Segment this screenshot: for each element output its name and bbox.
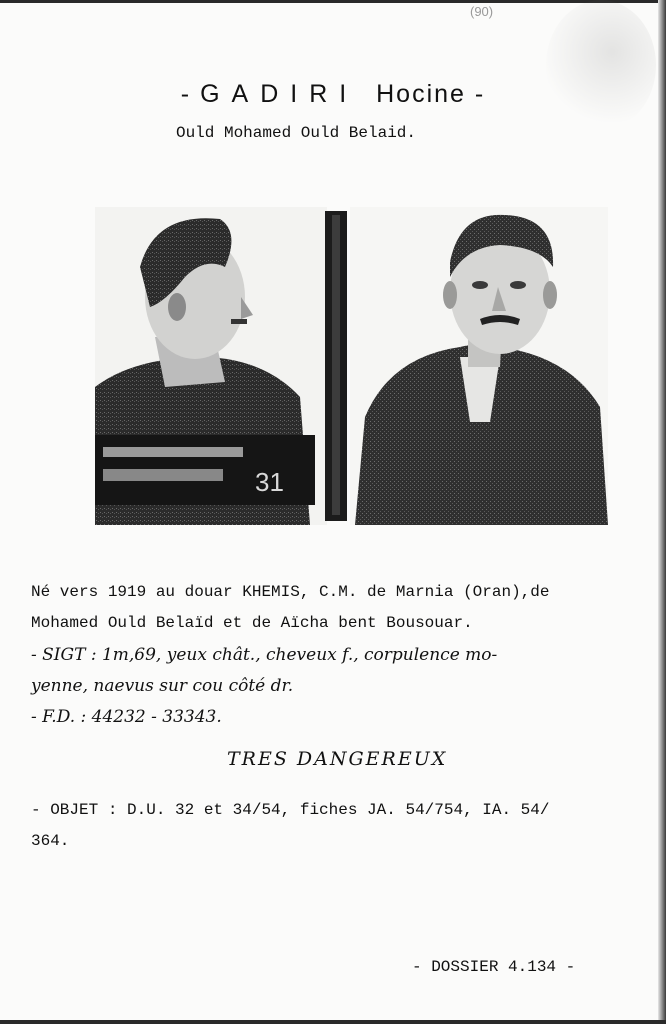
record-subtitle: Ould Mohamed Ould Belaid. [175, 124, 417, 142]
surname: GADIRI [200, 80, 359, 108]
page-top-edge [0, 0, 666, 3]
birth-line-2: Mohamed Ould Belaïd et de Aïcha bent Bousouar. [31, 614, 473, 632]
placard-number: 31 [255, 467, 284, 497]
front-photo [350, 207, 608, 525]
page-number: (90) [470, 4, 494, 19]
front-portrait-image [350, 207, 608, 525]
profile-portrait-image [95, 207, 327, 525]
faded-stamp [546, 0, 656, 130]
fd-line: - F.D. : 44232 - 33343. [31, 707, 222, 727]
danger-warning: TRES DANGEREUX [227, 748, 448, 770]
object-line-1: - OBJET : D.U. 32 et 34/54, fiches JA. 54/754, IA. 54/ [31, 801, 550, 819]
sigt-line-1: - SIGT : 1m,69, yeux chât., cheveux f., corpulence mo- [31, 645, 498, 665]
title-prefix: - [180, 80, 201, 108]
profile-photo [95, 207, 327, 525]
photo-divider-bar [325, 211, 347, 521]
dossier-number: - DOSSIER 4.134 - [412, 958, 576, 976]
page-bottom-edge [0, 1020, 666, 1024]
birth-line-1: Né vers 1919 au douar KHEMIS, C.M. de Marnia (Oran),de [31, 583, 550, 601]
object-line-2: 364. [31, 832, 70, 850]
given-name: Hocine - [376, 80, 486, 108]
page-right-edge [658, 0, 666, 1024]
record-title [0, 80, 666, 109]
sigt-line-2: yenne, naevus sur cou côté dr. [31, 676, 294, 696]
